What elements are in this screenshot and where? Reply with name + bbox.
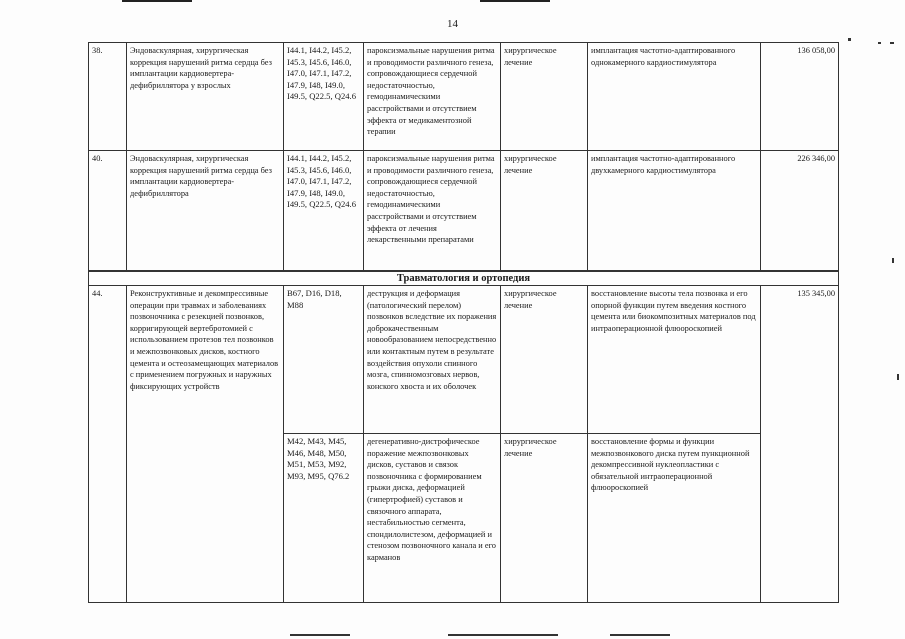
row-number: 38. [89, 43, 127, 151]
patient-model: пароксизмальные нарушения ритма и проводимости различного генеза, сопровождающиеся сердечной недостаточностью, гемодинамическими расстройствами и отсутствием эффекта от лечения лекарственными препаратами [364, 151, 501, 272]
scan-speck [892, 258, 894, 263]
scan-speck [897, 374, 899, 380]
services-table [88, 42, 839, 603]
treatment-type: хирургическое лечение [501, 151, 588, 272]
treatment-type: хирургическое лечение [501, 286, 588, 434]
top-scan-rule-right [480, 0, 550, 2]
treatment-method: восстановление высоты тела позвонка и его опорной функции путем введения костного цемента или биокомпозитных материалов под интраоперационной флюороскопией [588, 286, 761, 434]
scan-speck [848, 38, 851, 41]
table-row [89, 286, 839, 434]
row-number: 44. [89, 286, 127, 603]
icd-codes: M42, M43, M45, M46, M48, M50, M51, M53, M92, M93, M95, Q76.2 [284, 434, 364, 603]
cost-value: 136 058,00 [761, 43, 839, 151]
bottom-scan-rule-left [290, 634, 350, 636]
scan-speck [878, 42, 881, 44]
treatment-method: восстановление формы и функции межпозвонкового диска путем пункционной декомпрессивной нуклеопластики с обязательной интраоперационной флюороскопией [588, 434, 761, 603]
patient-model: деструкция и деформация (патологический перелом) позвонков вследствие их поражения доброкачественным новообразованием непосредственно или контактным путем в результате воздействия опухоли спинного мозга, спинномозговых нервов, конского хвоста и их оболочек [364, 286, 501, 434]
bottom-scan-rule-right [610, 634, 670, 636]
icd-codes: I44.1, I44.2, I45.2, I45.3, I45.6, I46.0, I47.0, I47.1, I47.2, I47.9, I48, I49.0, I49.5, Q22.5, Q24.6 [284, 151, 364, 272]
bottom-scan-rule-mid [448, 634, 558, 636]
icd-codes: I44.1, I44.2, I45.2, I45.3, I45.6, I46.0, I47.0, I47.1, I47.2, I47.9, I48, I49.0, I49.5, Q22.5, Q24.6 [284, 43, 364, 151]
table-row [89, 151, 839, 272]
section-header-row [89, 271, 839, 286]
section-title: Травматология и ортопедия [89, 271, 839, 286]
service-name: Эндоваскулярная, хирургическая коррекция нарушений ритма сердца без имплантации кардиовертера-дефибриллятора у взрослых [127, 43, 284, 151]
treatment-type: хирургическое лечение [501, 434, 588, 603]
icd-codes: B67, D16, D18, M88 [284, 286, 364, 434]
treatment-method: имплантация частотно-адаптированного однокамерного кардиостимулятора [588, 43, 761, 151]
patient-model: дегенеративно-дистрофическое поражение межпозвонковых дисков, суставов и связок позвоночника с формированием грыжи диска, деформацией (гипертрофией) суставов и связочного аппарата, нестабильностью сегмента, спондилолистезом, деформацией и стенозом позвоночного канала и его карманов [364, 434, 501, 603]
row-number: 40. [89, 151, 127, 272]
cost-value: 135 345,00 [761, 286, 839, 603]
cost-value: 226 346,00 [761, 151, 839, 272]
service-name: Эндоваскулярная, хирургическая коррекция нарушений ритма сердца без имплантации кардиовертера-дефибриллятора [127, 151, 284, 272]
service-name: Реконструктивные и декомпрессивные операции при травмах и заболеваниях позвоночника с резекцией позвонков, корригирующей вертебротомией с использованием протезов тел позвонков и межпозвонковых дисков, костного цемента и остеозамещающих материалов с применением погружных и наружных фиксирующих устройств [127, 286, 284, 603]
scan-speck [890, 42, 894, 44]
top-scan-rule-left [122, 0, 192, 2]
treatment-method: имплантация частотно-адаптированного двухкамерного кардиостимулятора [588, 151, 761, 272]
treatment-type: хирургическое лечение [501, 43, 588, 151]
page-number: 14 [447, 18, 458, 30]
patient-model: пароксизмальные нарушения ритма и проводимости различного генеза, сопровождающиеся сердечной недостаточностью, гемодинамическими расстройствами и отсутствием эффекта от медикаментозной терапии [364, 43, 501, 151]
table-row [89, 43, 839, 151]
